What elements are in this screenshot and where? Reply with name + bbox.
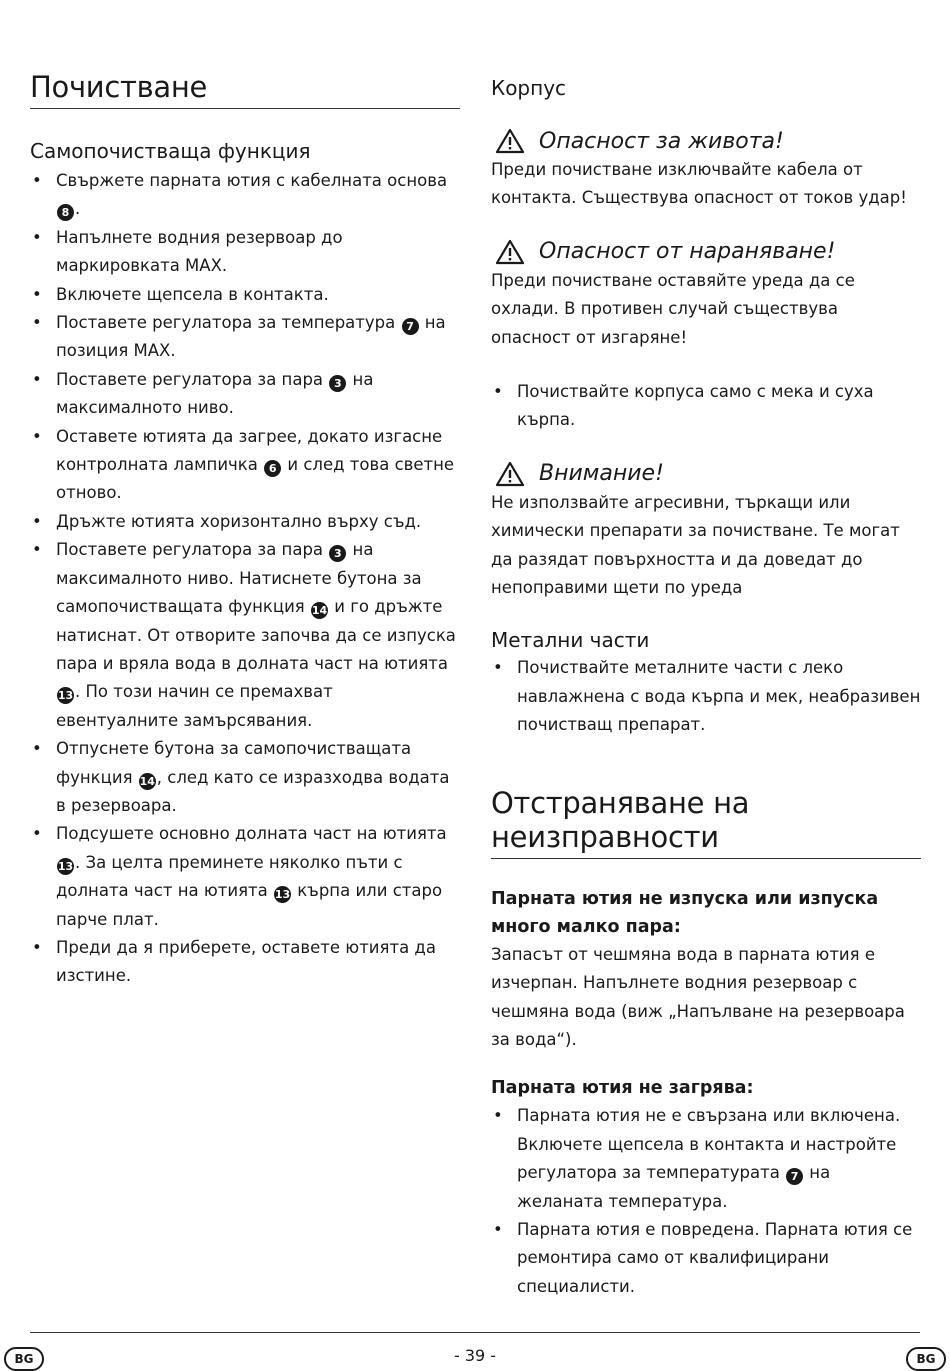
list-item: • Напълнете водния резервоар до маркировката MAX. xyxy=(30,224,460,281)
footer-divider xyxy=(30,1332,920,1333)
warning-triangle-icon xyxy=(495,128,525,154)
list-item: • Почиствайте металните части с леко навлажнена с вода кърпа и мек, неабразивен почистващ препарат. xyxy=(491,654,921,739)
self-clean-list xyxy=(30,167,460,991)
left-column xyxy=(30,0,460,991)
list-item: • Включете щепсела в контакта. xyxy=(30,281,460,309)
list-item: • Парната ютия не е свързана или включена. Включете щепсела в контакта и настройте регулатора за температурата 7 на желаната температура. xyxy=(491,1102,921,1216)
caution-title: Внимание! xyxy=(491,461,921,487)
callout-number: 14 xyxy=(139,774,155,788)
callout-number: 13 xyxy=(274,888,291,902)
warning-injury-title: Опасност от нараняване! xyxy=(491,239,921,265)
list-item: • Свържете парната ютия с кабелната основа 8 . xyxy=(30,167,460,224)
callout-number: 6 xyxy=(264,460,281,477)
callout-number: 3 xyxy=(329,545,346,562)
troubleshooting-heading-block xyxy=(491,786,921,859)
issue-no-heat-list xyxy=(491,1102,921,1301)
callout-number: 8 xyxy=(57,204,74,221)
callout-number: 13 xyxy=(57,689,74,703)
callout-number: 14 xyxy=(311,604,328,618)
list-item: • Поставете регулатора за пара 3 на максималното ниво. xyxy=(30,366,460,423)
warning-triangle-icon xyxy=(495,239,525,265)
list-item: • Парната ютия е повредена. Парната ютия се ремонтира само от квалифицирани специалисти. xyxy=(491,1216,921,1301)
metal-list xyxy=(491,654,921,739)
list-item: • Почиствайте корпуса само с мека и суха кърпа. xyxy=(491,378,921,435)
callout-number: 13 xyxy=(57,859,74,873)
list-item: • Поставете регулатора за пара 3 на максималното ниво. Натиснете бутона за самопочистващата функция 14 и го дръжте натиснат. От отворите започва да се изпуска пара и вряла вода в долната част на ютията 13 . По този начин се премахват евентуалните замърсявания. xyxy=(30,536,460,735)
list-item: • Поставете регулатора за температура 7 на позиция MAX. xyxy=(30,309,460,366)
cleaning-heading-block xyxy=(30,70,460,109)
issue-no-steam-text: Запасът от чешмяна вода в парната ютия е изчерпан. Напълнете водния резервоар с чешмяна вода (виж „Напълване на резервоара за вода“). xyxy=(491,944,905,1049)
language-badge-left: BG xyxy=(4,1347,44,1371)
issue-no-steam-title: Парната ютия не изпуска или изпуска много малко пара: xyxy=(491,888,879,937)
list-item: • Подсушете основно долната част на ютията 13 . За целта преминете няколко пъти с долната част на ютията 13 кърпа или старо парче плат. xyxy=(30,820,460,934)
list-item: • Преди да я приберете, оставете ютията да изстине. xyxy=(30,934,460,991)
callout-number: 3 xyxy=(329,375,346,392)
warning-life-text: Преди почистване изключвайте кабела от контакта. Съществува опасност от токов удар! xyxy=(491,160,907,208)
page-title: Почистване xyxy=(30,70,208,104)
troubleshooting-title: Отстраняване на неизправности xyxy=(491,785,750,854)
right-column xyxy=(491,0,921,1301)
list-item: • Дръжте ютията хоризонтално върху съд. xyxy=(30,508,460,536)
warning-life-title: Опасност за живота! xyxy=(491,128,921,154)
issue-no-heat-title: Парната ютия не загрява: xyxy=(491,1078,754,1099)
warning-injury-text: Преди почистване оставяйте уреда да се охлади. В противен случай съществува опасност от изгаряне! xyxy=(491,270,855,347)
metal-parts-title: Метални части xyxy=(491,628,650,653)
page-number: - 39 - xyxy=(453,1346,497,1365)
list-item: • Оставете ютията да загрее, докато изгасне контролната лампичка 6 и след това светне отново. xyxy=(30,423,460,508)
housing-title: Корпус xyxy=(491,76,567,100)
callout-number: 7 xyxy=(786,1168,803,1185)
housing-list xyxy=(491,378,921,435)
caution-text: Не използвайте агресивни, търкащи или химически препарати за почистване. Те могат да разядат повърхността и да доведат до непоправими щети по уреда xyxy=(491,492,900,598)
list-item: • Отпуснете бутона за самопочистващата функция 14 , след като се изразходва водата в резервоара. xyxy=(30,735,460,820)
warning-triangle-icon xyxy=(495,461,525,487)
self-clean-title: Самопочистваща функция xyxy=(30,139,311,163)
callout-number: 7 xyxy=(402,318,419,335)
language-badge-right: BG xyxy=(906,1347,946,1371)
